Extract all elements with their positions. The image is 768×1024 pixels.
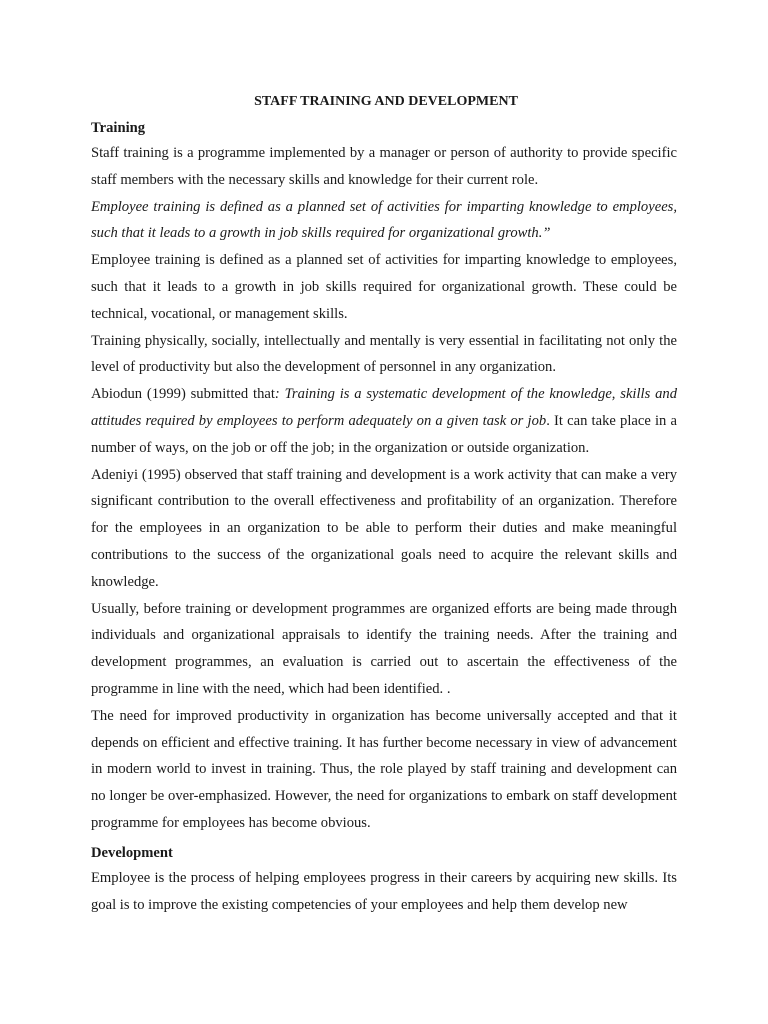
paragraph: Staff training is a programme implemented by a manager or person of authority to provide specific staff members with the necessary skills and knowledge for their current role.	[91, 145, 677, 188]
paragraph: Employee is the process of helping employees progress in their careers by acquiring new skills. Its goal is to improve the existing competencies of your employees and help them develop new	[91, 869, 677, 913]
paragraph: Employee training is defined as a planned set of activities for imparting knowledge to employees, such that it leads to a growth in job skills required for organizational growth. These could be technical, vocational, or management skills.	[91, 252, 677, 322]
paragraph-italic-definition: Employee training is defined as a planned set of activities for imparting knowledge to employees, such that it leads to a growth in job skills required for organizational growth.”	[91, 198, 677, 242]
section-heading-development: Development	[91, 844, 173, 861]
citation-lead: Abiodun (1999) submitted that	[91, 386, 275, 403]
section-heading-training: Training	[91, 120, 146, 136]
document-title: STAFF TRAINING AND DEVELOPMENT	[254, 94, 518, 109]
paragraph: The need for improved productivity in organization has become universally accepted and that it depends on efficient and effective training. It has further become necessary in view of advancement in modern world to invest in training. Thus, the role played by staff training and development can no longer be over-emphasized. However, the need for organizations to embark on staff development programme for employees has become obvious.	[91, 707, 677, 831]
citation-tail: . It can take place in a number of ways, on the job or off the job; in the organization or outside organization.	[91, 412, 677, 456]
document-body	[91, 92, 677, 918]
paragraph: Adeniyi (1995) observed that staff training and development is a work activity that can make a very significant contribution to the overall effectiveness and profitability of an organization. Therefore for the employees in an organization to be able to perform their duties and make meaningful contributions to the success of the organizational goals need to acquire the relevant skills and knowledge.	[91, 466, 677, 590]
citation-quote: : Training is a systematic development of the knowledge, skills and attitudes required by employees to perform adequately on a given task or job	[91, 386, 677, 429]
paragraph-abiodun-citation	[91, 381, 677, 461]
paragraph: Training physically, socially, intellectually and mentally is very essential in facilitating not only the level of productivity but also the development of personnel in any organization.	[91, 332, 677, 376]
paragraph: Usually, before training or development programmes are organized efforts are being made through individuals and organizational appraisals to identify the training needs. After the training and development programmes, an evaluation is carried out to ascertain the effectiveness of the programme in line with the need, which had been identified. .	[91, 600, 677, 697]
